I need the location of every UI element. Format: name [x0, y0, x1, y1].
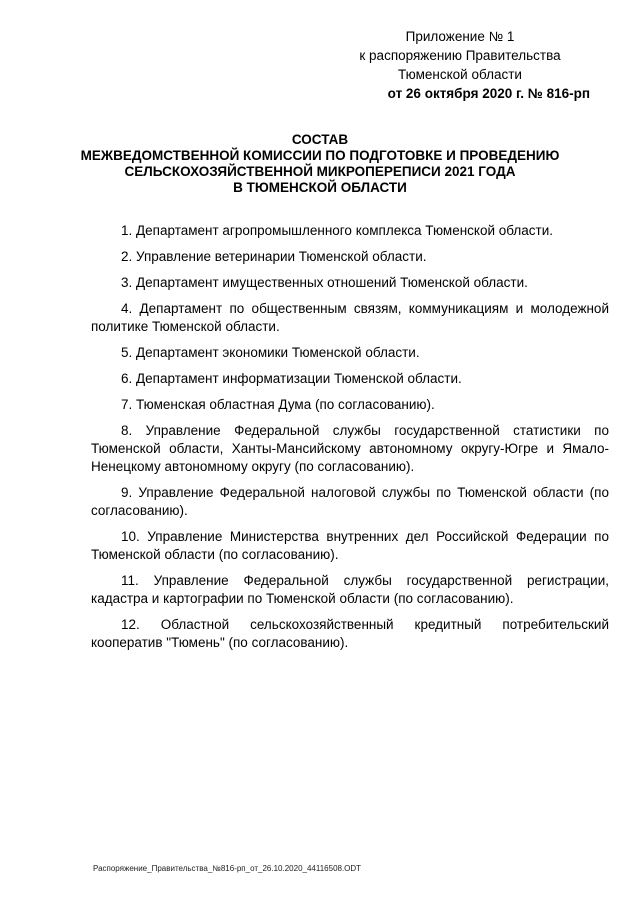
list-item: 8. Управление Федеральной службы государственной статистики по Тюменской области, Ханты-Мансийскому автономному округу-Югре и Ямало-Ненецкому автономному округу (по согласованию). — [91, 423, 609, 474]
annex-number: Приложение № 1 — [405, 29, 515, 44]
list-item: 5. Департамент экономики Тюменской области. — [121, 345, 420, 360]
list-item: 12. Областной сельскохозяйственный кредитный потребительский кооператив "Тюмень" (по согласованию). — [91, 617, 609, 650]
list-item: 9. Управление Федеральной налоговой службы по Тюменской области (по согласованию). — [91, 485, 609, 518]
commission-list — [91, 222, 609, 660]
annex-region: Тюменской области — [398, 67, 522, 82]
annex-date-number: от 26 октября 2020 г. № 816-рп — [387, 86, 590, 101]
annex-reference: к распоряжению Правительства — [359, 48, 561, 63]
annex-header — [330, 27, 590, 103]
list-item: 3. Департамент имущественных отношений Тюменской области. — [121, 275, 528, 290]
list-item: 2. Управление ветеринарии Тюменской области. — [121, 249, 427, 264]
title-line-2: МЕЖВЕДОМСТВЕННОЙ КОМИССИИ ПО ПОДГОТОВКЕ И ПРОВЕДЕНИЮ — [80, 148, 560, 163]
list-item: 10. Управление Министерства внутренних дел Российской Федерации по Тюменской области (по согласованию). — [91, 529, 609, 562]
file-footer: Распоряжение_Правительства_№816-рп_от_26.10.2020_44116508.ODT — [93, 864, 362, 873]
title-line-3: СЕЛЬСКОХОЗЯЙСТВЕННОЙ МИКРОПЕРЕПИСИ 2021 ГОДА — [124, 164, 516, 179]
document-title — [60, 132, 580, 196]
title-line-4: В ТЮМЕНСКОЙ ОБЛАСТИ — [233, 180, 407, 195]
title-line-1: СОСТАВ — [291, 132, 349, 147]
list-item: 4. Департамент по общественным связям, коммуникациям и молодежной политике Тюменской области. — [91, 301, 609, 334]
list-item: 1. Департамент агропромышленного комплекса Тюменской области. — [121, 223, 554, 238]
list-item: 6. Департамент информатизации Тюменской области. — [121, 371, 462, 386]
list-item: 11. Управление Федеральной службы государственной регистрации, кадастра и картографии по Тюменской области (по согласованию). — [91, 573, 609, 606]
list-item: 7. Тюменская областная Дума (по согласованию). — [121, 397, 435, 412]
